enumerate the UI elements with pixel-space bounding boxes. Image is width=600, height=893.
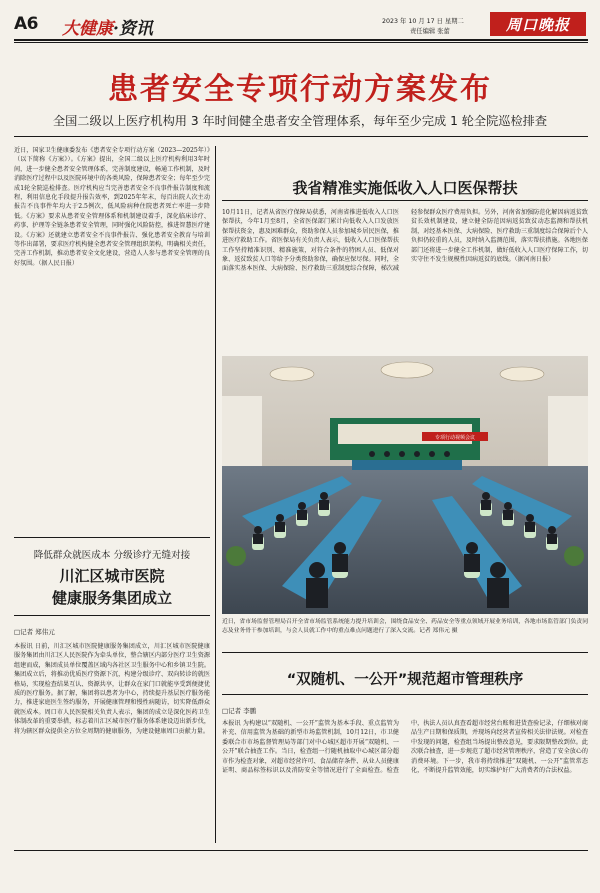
header-rule-thin [14, 42, 588, 43]
masthead-logo [490, 12, 586, 36]
left-story-byline: □记者 郑伟元 [14, 628, 55, 636]
right-story-rule [222, 200, 588, 201]
column-rule [215, 146, 216, 843]
right-story-headline: 我省精准实施低收入人口医保帮扶 [292, 179, 518, 197]
header-rule [14, 39, 588, 41]
lead-subhead: 全国二级以上医疗机构用 3 年时间健全患者安全管理体系，每年至少完成 1 轮全院巡检排查 [52, 114, 548, 128]
conference-photo [222, 356, 588, 614]
left-story-headline-1: 川汇区城市医院 [59, 567, 165, 585]
footer-rule [14, 850, 588, 851]
bottom-story-headline: “双随机、一公开”规范超市管理秩序 [286, 672, 524, 688]
page-number [14, 14, 38, 34]
conference-photo-image [222, 356, 588, 614]
bottom-story-rule [222, 694, 588, 695]
lead-body: 近日，国家卫生健康委发布《患者安全专项行动方案（2023—2025年）》（以下简称《方案》）。《方案》提出，全国二级以上医疗机构利用3年时间，进一步健全患者安全管理体系，完善制度建设，畅通工作机制，及时消除医疗过程中以及医院环境中的各类风险，保障患者安全；每年至少完成1轮全院巡检排查。医疗机构应当完善患者安全不良事件报告制度和流程，利用信息化手段提升报告效率，到2025年年末，每百出院人次主动报告不良事件年均大于2.5例次，低风险病种住院患者死亡率进一步降低。《方案》要求从患者安全管理体系和机制建设着手，深化临床诊疗、药事、护理等全链条患者安全管理，同时强化风险防控，推进智慧医疗建设。《方案》还就建立患者安全不良事件报告、强化患者安全教育与培训等作出部署，要求医疗机构健全患者安全管理组织架构，明确相关责任，完善工作机制，推动患者安全文化建设，营造人人参与患者安全管理的良好氛围。（据人民日报） [14, 147, 210, 267]
bottom-story-body: 本报讯 为构建以“双随机、一公开”监管为基本手段、重点监管为补充、信用监管为基础的新型市场监管机制，10月12日，市卫健委联合市市场监督管理局等部门对中心城区超市开展“双随机、一公开”联合抽查工作。当日，检查组一行随机抽取中心城区部分超市作为检查对象，对超市经营许可、食品储存条件、从业人员健康证明、商品标签标识以及消防安全等情况进行了全面检查。检查中，执法人员认真查看超市经营台账和进货查验记录，仔细核对商品生产日期和保质期，并现场向经营者宣传相关法律法规。对检查中发现的问题，检查组当场提出整改意见，要求限期整改到位。此次联合抽查，进一步规范了超市经营管理秩序，营造了安全放心的消费环境。下一步，我市将持续推进“双随机、一公开”监管常态化，不断提升监管效能，切实维护好广大消费者的合法权益。 [222, 720, 588, 775]
left-story-body: 本报讯 日前，川汇区城市医院健康服务集团成立，川汇区城市医院健康服务集团由川汇区人民医院作为牵头单位，整合辖区内部分医疗卫生资源组建而成，集团成员单位覆盖区域内各社区卫生服务中心和乡镇卫生院。集团成立后，将推动优质医疗资源下沉，构建分级诊疗、双向转诊的就医格局，实现检查结果互认、资源共享，让群众在家门口就能享受到便捷优质的医疗服务。据了解，集团将以患者为中心，持续提升基层医疗服务能力，推进家庭医生签约服务，开展健康管理和慢性病随访，切实降低群众就医成本。周口市人民医院相关负责人表示，集团的成立是深化医药卫生体制改革的重要举措，标志着川汇区城市医疗服务体系建设迈出新步伐，将为辖区群众提供全方位全周期的健康服务，为建设健康周口贡献力量。 [14, 643, 210, 735]
page-number-text: A6 [14, 14, 38, 34]
issue-date: 2023 年 10 月 17 日 星期二 [382, 18, 464, 25]
lead-divider [14, 136, 588, 137]
section-dot: · [113, 19, 119, 39]
lead-headline: 患者安全专项行动方案发布 [108, 72, 492, 107]
section-name-right: 资讯 [118, 19, 153, 39]
section-title [62, 14, 153, 39]
bottom-story-byline: □记者 李鹏 [222, 707, 257, 715]
left-story-top-rule [14, 537, 210, 538]
section-name-left: 大健康 [62, 19, 113, 39]
left-story-headline-2: 健康服务集团成立 [51, 589, 172, 607]
left-story-kicker: 降低群众就医成本 分级诊疗无缝对接 [33, 550, 191, 561]
bottom-story-top-rule [222, 652, 588, 653]
photo-banner-text: 专项行动视频会议 [434, 435, 476, 441]
photo-caption: 近日，省市场监督管理局召开全省市场监管系统能力提升培训会，围绕食品安全、药品安全等重点领域开展业务培训，各地市场监管部门负责同志及业务骨干参加培训，与会人员就工作中的重点难点问题进行了深入交流。记者 郑伟元 摄 [222, 619, 588, 634]
left-story-rule [14, 615, 210, 616]
masthead-text: 周口晚报 [505, 15, 570, 34]
right-story-body: 10月11日，记者从省医疗保障局获悉，河南省推进低收入人口医保帮扶，今年1月至8月，全省医保部门累计向低收入人口发放医保帮扶资金，惠及困难群众，资助参保人员参加城乡居民医保，推进医疗救助工作。省医保局有关负责人表示，低收入人口医保帮扶工作坚持精准识别、精准施策，对符合条件的特困人员、低保对象、返贫致贫人口等给予分类资助参保，确保应保尽保。同时，全面落实基本医保、大病保险、医疗救助三重制度综合保障，梯次减轻参保群众医疗费用负担。另外，河南省加强防范化解因病返贫致贫长效机制建设，建立健全防范因病返贫致贫动态监测和帮扶机制，对经基本医保、大病保险、医疗救助三重制度综合保障后个人负担仍较重的人员，及时纳入监测范围，落实帮扶措施。各地医保部门还将进一步健全工作机制，做好低收入人口医疗保障工作，切实守住不发生规模性因病返贫的底线。（据河南日报） [222, 209, 588, 273]
editor-credit: 责任编辑 张蕾 [410, 28, 450, 35]
